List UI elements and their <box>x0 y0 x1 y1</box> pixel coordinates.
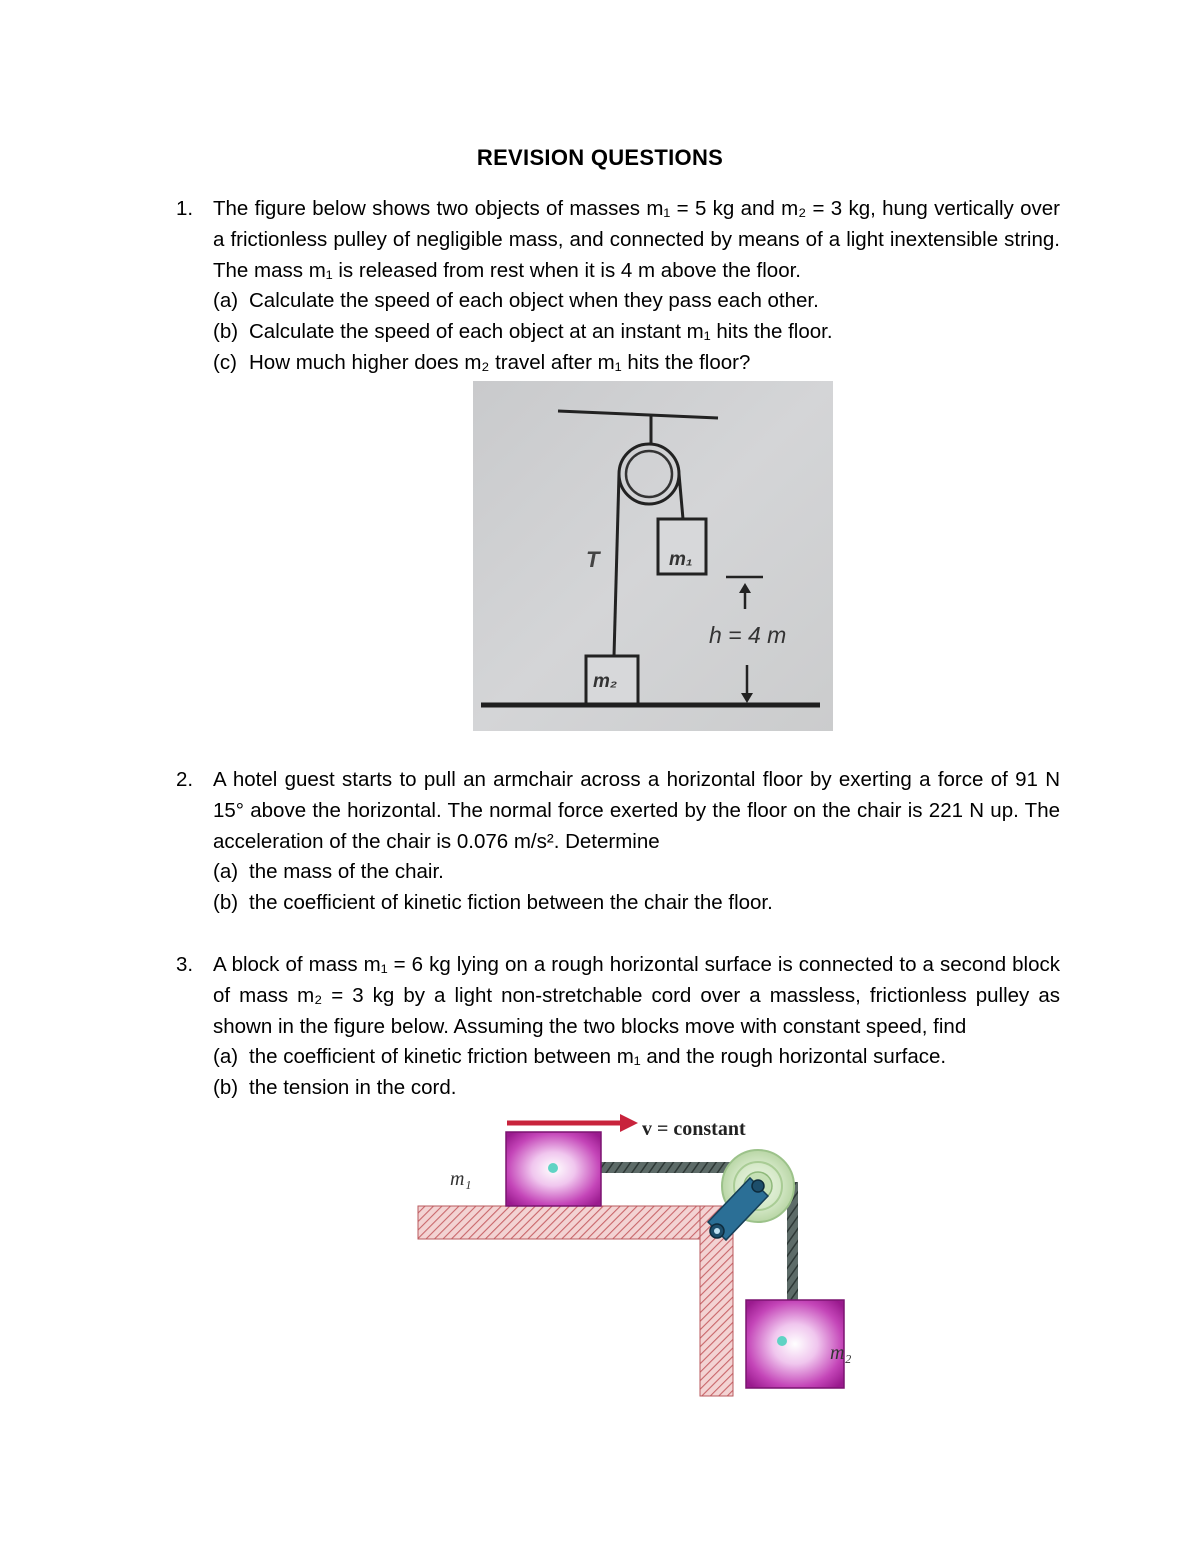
part-text: the coefficient of kinetic fiction between the chair the floor. <box>249 891 773 915</box>
part-text: Calculate the speed of each object at an instant m₁ hits the floor. <box>249 320 833 344</box>
part-label: (c) <box>213 350 237 374</box>
question-3 <box>176 950 1060 1104</box>
mass-1-label: m₁ <box>450 1168 472 1190</box>
question-number: 1. <box>176 197 194 220</box>
question-text: A block of mass m₁ = 6 kg lying on a rough horizontal surface is connected to a second block of mass m₂ = 3 kg by a light non-stretchable cord over a massless, frictionless pulley as shown in the figure below. Assuming the two blocks move with constant speed, find <box>213 953 1060 1038</box>
question-2 <box>176 765 1060 919</box>
part-text: How much higher does m₂ travel after m₁ hits the floor? <box>249 350 751 374</box>
atwood-machine-figure <box>473 381 833 731</box>
part-label: (a) <box>213 860 239 884</box>
question-text: The figure below shows two objects of masses m₁ = 5 kg and m₂ = 3 kg, hung vertically over a frictionless pulley of negligible mass, and connected by means of a light inextensible string. The mass m₁ is released from rest when it is 4 m above the floor. <box>213 197 1060 282</box>
part-text: Calculate the speed of each object when they pass each other. <box>249 289 819 313</box>
mass-2-label: m₂ <box>593 671 618 692</box>
question-1 <box>176 194 1060 379</box>
part-label: (b) <box>213 1076 239 1100</box>
question-part <box>213 1042 1060 1073</box>
velocity-arrow-icon <box>507 1114 638 1132</box>
tension-label: T <box>586 547 600 572</box>
part-text: the coefficient of kinetic friction between m₁ and the rough horizontal surface. <box>249 1045 947 1069</box>
question-part <box>213 857 1060 888</box>
part-label: (a) <box>213 289 239 313</box>
part-label: (b) <box>213 891 239 915</box>
table-top <box>418 1206 730 1239</box>
question-part <box>213 286 1060 317</box>
velocity-label: v = constant <box>642 1118 746 1140</box>
question-number: 2. <box>176 768 194 791</box>
question-number: 3. <box>176 953 194 976</box>
photo-background <box>473 381 833 731</box>
page-title: REVISION QUESTIONS <box>476 145 724 170</box>
mass-2-center-dot <box>777 1336 787 1346</box>
question-text: A hotel guest starts to pull an armchair across a horizontal floor by exerting a force of 91 N 15° above the horizontal. The normal force exerted by the floor on the chair is 221 N up. The acceleration of the chair is 0.076 m/s². Determine <box>213 768 1060 853</box>
question-part <box>213 348 1060 379</box>
question-part <box>213 317 1060 348</box>
question-part <box>213 888 1060 919</box>
mass-1-center-dot <box>548 1163 558 1173</box>
question-part <box>213 1073 1060 1104</box>
part-label: (b) <box>213 320 239 344</box>
mass-1-label: m₁ <box>669 549 693 570</box>
part-label: (a) <box>213 1045 239 1069</box>
height-label: h = 4 m <box>709 622 787 648</box>
table-pulley-figure <box>410 1110 880 1400</box>
mass-2-label: m₂ <box>830 1342 852 1364</box>
part-text: the tension in the cord. <box>249 1076 457 1100</box>
part-text: the mass of the chair. <box>249 860 444 884</box>
